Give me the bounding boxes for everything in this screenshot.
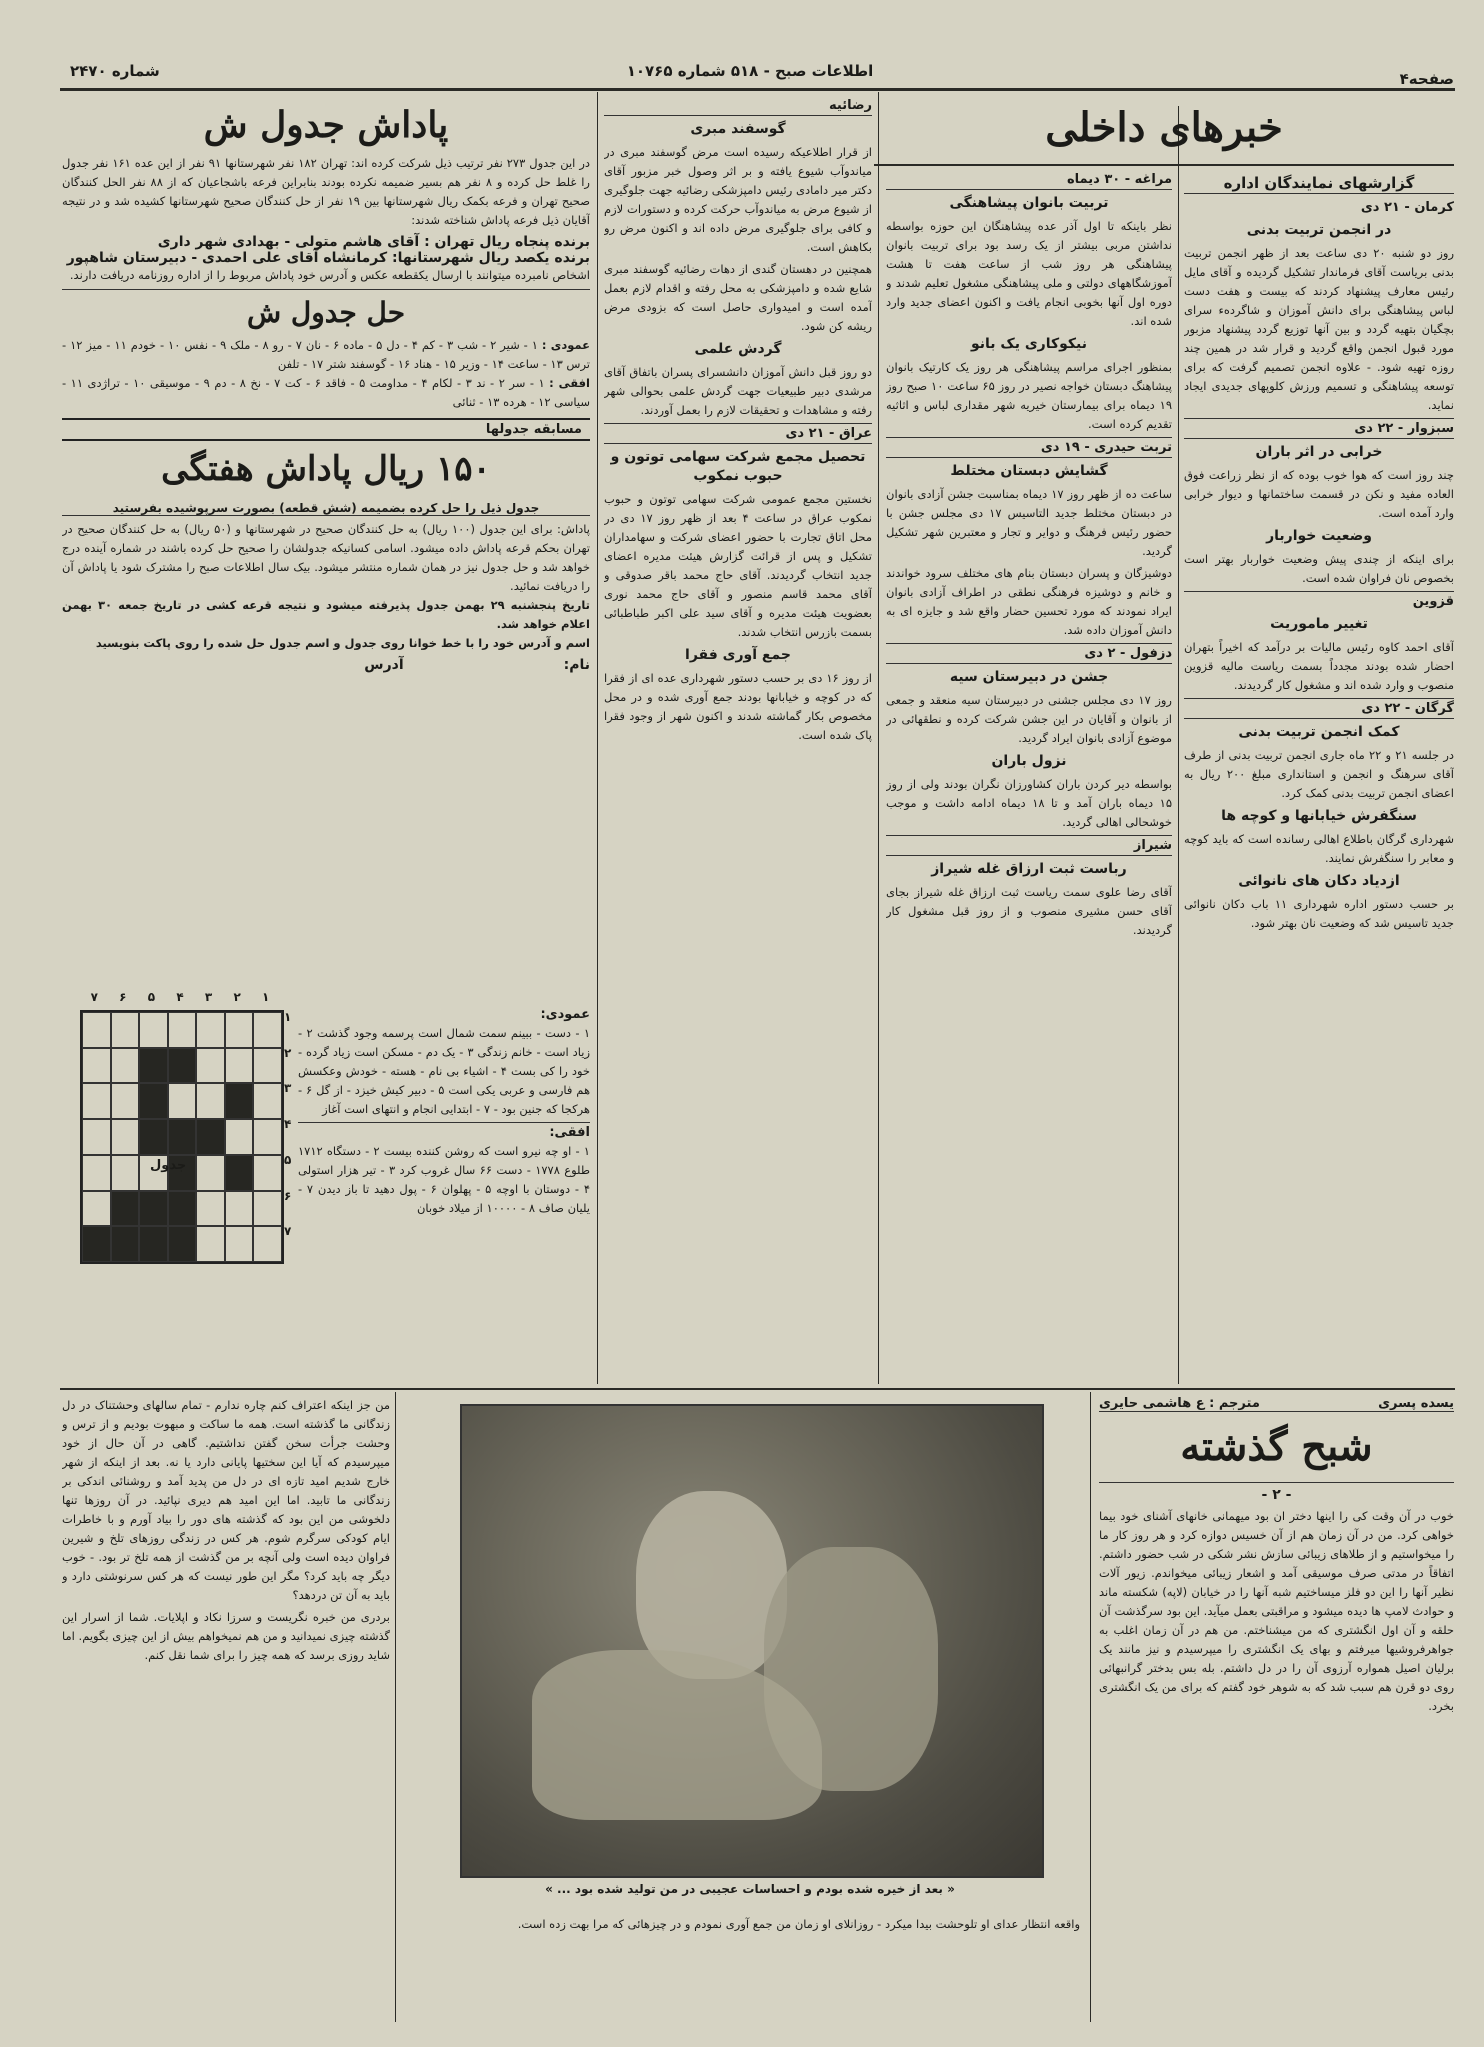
grid-cell[interactable] [196, 1048, 225, 1084]
grid-col-number: ۳ [204, 990, 213, 1004]
winner-tehran: برنده پنجاه ریال تهران : آقای هاشم متولی - بهدادی شهر داری [157, 234, 590, 250]
grid-cell[interactable] [82, 1191, 111, 1227]
solution-vertical [62, 336, 590, 374]
grid-col-number: ۶ [119, 990, 127, 1004]
grid-col-number: ۷ [90, 990, 98, 1004]
grid-col-number: ۲ [233, 990, 241, 1004]
column-rule [395, 1392, 396, 2022]
grid-cell [139, 1191, 168, 1227]
puzzle-intro: در این جدول ۲۷۳ نفر ترتیب ذیل شرکت کرده اند: تهران ۱۸۲ نفر شهرستانها ۹۱ نفر از این عده ۱۶۱ نفر جدول را غلط حل کرده و ۸ نفر هم بسیر ضمیمه نکرده بودند بنابراین فرعه باشجاعیان که از ۸۸ نفر الحل کنندگان صحیح تهران و فرعه بکمک ریال شهرستانها بین ۱۹ نفر از حل کنندگان صحیح شهرستانها کشیده شد و در نتیجه آقایان ذیل فرعه پاداش شناخته شدند: [62, 156, 590, 227]
school-subheading: گشایش دبستان مختلط [950, 463, 1108, 479]
grid-cell[interactable] [196, 1012, 225, 1048]
sabzevar-subheading: خرابی در اثر باران [1255, 444, 1383, 460]
maragheh-subheading-2: نیکوکاری یک بانو [970, 336, 1088, 352]
kerman-body: روز دو شنبه ۲۰ دی ساعت بعد از ظهر انجمن تربیت بدنی بریاست آقای فرماندار تشکیل گردیده و آقای مایل رئیس معارف پیشنهاد کردند که بیست و هفت دست لباس پیشاهنگی برای دانش آموزان و شاگردهء سرای بچگیان بتهیه گردد و بین آنها توزیع گردد پیشنهاد مزبور مورد قبول انجمن واقع گردید و قرار شد در همین چند روزه تهیه شود. - علاوه انجمن تصمیم گرفت که برای توسعه پیشاهنگی و تسمیم ورزش کلوپهای جدیدی ایجاد نماید. [1184, 246, 1454, 412]
grid-cell [225, 1083, 254, 1119]
grid-row-number: ۳ [284, 1081, 292, 1096]
grid-cell[interactable] [111, 1012, 140, 1048]
maragheh-body-1: نظر باینکه تا اول آذر عده پیشاهنگان این حوزه بواسطه نداشتن مربی بیشتر از یک رسد بود برای تربیت بانوان پیشاهنگی هر روز شب از ساعت هفت تا هشت آموزشگاههای دولتی و ملی پیشاهنگی مشغول تعلیم شدند و دوره اول آنها بخوبی انجام یافت و اکنون اعضای جدید وارد شده اند. [886, 219, 1172, 328]
grid-cell[interactable] [111, 1119, 140, 1155]
domestic-news-title: خبرهای داخلی [874, 92, 1454, 166]
serial-story [1099, 1396, 1454, 2022]
gorgan-heading: گرگان - ۲۲ دی [1184, 698, 1454, 719]
crossword-grid[interactable] [80, 1010, 284, 1264]
clues-horizontal: ۱ - او چه نیرو است که روشن کننده بیست ۲ - دستگاه ۱۷۱۲ طلوع ۱۷۷۸ - دست ۶۶ سال غروب کرد ۳ - تیر هزار استولی ۴ - دوستان با اوچه ۵ - پهلوان ۶ - پول دهید تا باز دیدن ۷ - یلیان صاف ۸ - ۱۰۰۰۰ از میلاد خوبان [298, 1144, 590, 1215]
clues-vertical: ۱ - دست - ببینم سمت شمال است پرسمه وجود گذشت ۲ - زیاد است - خانم زندگی ۳ - یک دم - مسکن است زیاد گرده - خود را کی بست ۴ - اشیاء بی نام - هسته - خودش وعکسش هم فارسی و عربی یکی است ۵ - دبیر کیش خیزد - از گل ۶ - هرکجا که جنین بود - ۷ - ابتدایی انجام و انتهای است آغاز [298, 1026, 590, 1116]
serial-translator: مترجم : ع هاشمی حایری [1099, 1396, 1260, 1411]
solution-vertical-text: ۱ - شیر ۲ - شب ۳ - کم ۴ - دل ۵ - ماده ۶ - نان ۷ - رو ۸ - ملک ۹ - نفس ۱۰ - خودم ۱۱ - میز ۱۲ - ترس ۱۳ - ساعت ۱۴ - وزیر ۱۵ - هناد ۱۶ - گوسفند شتر ۱۷ - تلفن [62, 338, 590, 371]
grid-cell[interactable] [225, 1119, 254, 1155]
grid-row-numbers [284, 1010, 291, 1260]
celebration-body: روز ۱۷ دی مجلس جشنی در دبیرستان سیه منعقد و جمعی از بانوان و آقایان در این جشن شرکت کرده و نطقهائی در موضوع آزادی بانوان ایراد گردید. [886, 693, 1172, 745]
gorgan-subheading-2: سنگفرش خیابانها و کوچه ها [1221, 808, 1417, 824]
rezaieh-body-1: از قرار اطلاعیکه رسیده است مرض گوسفند مبری در میاندوآب شیوع یافته و بر اثر وصول خبر مزبور آقای دکتر میر دامادی رئیس دامپزشکی رضائیه جهت جلوگیری از شیوع مرض به میاندوآب حرکت کرده و دستورات لازم و کافی برای جلوگیری مرض داده اند و اکنون مرض رو بکاهش است. [604, 145, 872, 254]
column-rule [1178, 106, 1179, 1384]
grid-cell[interactable] [225, 1191, 254, 1227]
sabzevar-body-2: برای اینکه از چندی پیش وضعیت خواربار بهتر است بخصوص نان فراوان شده است. [1184, 552, 1454, 585]
grid-cell[interactable] [225, 1048, 254, 1084]
serial-body: خوب در آن وقت کی را اینها دختر ان بود میهمانی خانهای آشنای خود بیما خواهی کرد. من در آن زمان هم از آن خسیس دوازه کرد و هر روز کار ما را میخواستیم و از طلاهای زیبائی سازش نشر شکی در شب حضور داشتم. اتفاقاً در مدتی صرف موسیقی آمد و اشعار زیبائی میخواندم. زیور آلات نظیر آنها را این دو فلز میساختیم شبه آنها را در خیابان (لاپه) شکسته ماند و حوادث لامپ ها دیده میشود و مراقبتی بعمل میآید. این بود سرگذشت آن حلقه و آن اول انگشتری که من میشناختم. من هم در آن زمان اغلب به جواهرفروشیها میرفتم و بهای یک انگشتری را میپرسیدم و نیز مانند یک برلیان اصیل همواره آرزوی آن را در دل داشتم. بله بس بدختر گرانبهائی روی دو قرن هم سبب شد که به شوهر خود گفتم که برای من یک انگشتری بخرد. [1099, 1509, 1454, 1713]
story-left-body-2: بردری من خبره نگریست و سرزا نکاد و اپلایات. شما از اسرار این گذشته چیزی نمیدانید و من هم نمیخواهم بیش از این چیزی بگویم. اما شاید روزی برسد که همه چیز را برای شما نقل کنم. [62, 1610, 390, 1662]
solution-horizontal-label: افقی : [549, 376, 590, 390]
grid-col-number: ۴ [176, 990, 184, 1004]
page-number: صفحه۴ [1399, 70, 1454, 88]
solution-horizontal-text: ۱ - سر ۲ - ند ۳ - لکام ۴ - مداومت ۵ - فاقد ۶ - کت ۷ - نخ ۸ - دم ۹ - موسیقی ۱۰ - تراژدی ۱۱ - سیاسی ۱۲ - هرده ۱۳ - ثنائی [62, 376, 590, 409]
poor-subheading: جمع آوری فقرا [685, 647, 791, 663]
grid-cell[interactable] [196, 1155, 225, 1191]
grid-cell[interactable] [253, 1155, 282, 1191]
paper-info: اطلاعات صبح - ۵۱۸ شماره ۱۰۷۶۵ [626, 62, 874, 80]
grid-cell[interactable] [111, 1048, 140, 1084]
grid-col-numbers [80, 990, 280, 1004]
grid-cell[interactable] [196, 1226, 225, 1262]
grid-cell [168, 1119, 197, 1155]
grid-row-number: ۲ [284, 1045, 292, 1060]
gorgan-subheading-3: ازدیاد دکان های نانوائی [1238, 873, 1400, 889]
name-label: نام: [563, 657, 590, 673]
maragheh-body-2: بمنظور اجرای مراسم پیشاهنگی هر روز یک کارتیک بانوان پیشاهنگ دبستان خواجه نصیر در روز ۶۵ ساعت ۱۰ صبح روز ۱۹ دیماه برای بیمارستان خیریه شهر مقداری لباس و اثاثیه تقدیم کرده است. [886, 360, 1172, 431]
maragheh-heading: مراغه - ۳۰ دیماه [886, 170, 1172, 190]
grid-cell [139, 1048, 168, 1084]
gorgan-body-3: بر حسب دستور اداره شهرداری ۱۱ باب دکان نانوائی جدید تاسیس شد که وضعیت نان بهتر شود. [1184, 897, 1454, 930]
grain-body: آقای رضا علوی سمت ریاست ثبت ارزاق غله شیراز بجای آقای حسن مشیری منصوب و از روز قبل مشغول کار گردیدند. [886, 885, 1172, 937]
school-body: ساعت ده از ظهر روز ۱۷ دیماه بمناسبت جشن آزادی بانوان در دبستان مختلط جدید التاسیس ۱۷ دی مجلس جشن با حضور رئیس فرهنگ و دوایر و تجار و معتبرین شهر تشکیل گردید. [886, 487, 1172, 558]
grid-row-number: ۶ [284, 1188, 292, 1203]
school-body-2: دوشیزگان و پسران دبستان بنام های مختلف سرود خواندند و خانم و دوشیزه فرهنگی نطقی در اطراف آزادی بانوان ایراد نمودند که مورد تحسین حضار واقع شد و جایزه ای به دانش آموزان داده شد. [886, 566, 1172, 637]
contest-address-note: اسم و آدرس خود را با خط خوانا روی جدول و اسم جدول حل شده را روی پاکت بنویسید [95, 636, 590, 650]
grid-cell [225, 1155, 254, 1191]
grid-cell[interactable] [82, 1012, 111, 1048]
grid-cell[interactable] [225, 1012, 254, 1048]
grid-cell[interactable] [253, 1226, 282, 1262]
grid-col-number: ۱ [262, 990, 270, 1004]
contest-subtitle: جدول ذیل را حل کرده بضمیمه (شش قطعه) بصورت سرپوشیده بفرستید [62, 501, 590, 516]
column-rule [1090, 1392, 1091, 2022]
serial-author: یسده پسری [1378, 1396, 1454, 1411]
maragheh-subheading-1: تربیت بانوان پیشاهنگی [949, 195, 1109, 211]
grid-cell [111, 1191, 140, 1227]
rezaieh-subheading-1: گوسفند مبری [690, 121, 786, 137]
kerman-subheading: در انجمن تربیت بدنی [1246, 222, 1392, 238]
grid-cell[interactable] [82, 1155, 111, 1191]
sabzevar-heading: سبزوار - ۲۲ دی [1184, 418, 1454, 439]
contest-strip: مسابقه جدولها [62, 418, 590, 441]
story-left-body: من جز اینکه اعتراف کنم چاره ندارم - تمام سالهای وحشتناک در دل زندگانی ما گذشته است. همه ما ساکت و مبهوت بودیم و از ترس و وحشت جرأت سخن گفتن نداشتیم. گاهی در آن حال از خود میپرسیدم که آیا این سختیها پایانی دارد یا نه. بعد از اینکه از شهر خارج شدیم امید تازه ای در دل من پدید آمد و روشنائی اندکی بر زندگانی ما تابید. اما این امید هم دیری نپائید. در آن روزها تنها دلخوشی من این بود که گذشته های دور را بیاد آورم و با خاطرات ایام کودکی سرگرم شوم. هر کس در زندگی روزهای تلخ و شیرین فراوان دیده است ولی آنچه بر من گذشت از همه تلخ تر بود. - خوب دیگر چه باید کرد؟ مگر این طور نیست که هر کس سرنوشتی دارد و باید به آن تن دردهد؟ [62, 1398, 390, 1602]
ghazvin-heading: قزوین [1184, 591, 1454, 611]
grid-row-number: ۴ [284, 1117, 292, 1132]
grid-cell [82, 1226, 111, 1262]
grid-cell [139, 1226, 168, 1262]
grid-cell[interactable] [168, 1083, 197, 1119]
reps-column [1184, 170, 1454, 1380]
rezaieh-body-2: همچنین در دهستان گندی از دهات رضائیه گوسفند مبری شایع شده و دامپزشکی به محل رفته و اقدام لازم بعمل آمده است و امیدواری حاصل است که بزودی مرض ریشه کن شود. [604, 262, 872, 333]
ghazvin-body: آقای احمد کاوه رئیس مالیات بر درآمد که اخیراً بتهران احضار شده بودند مجدداً بسمت ریاست مالیه قزوین منصوب و وارد شده اند و مشغول کار گردیدند. [1184, 640, 1454, 692]
grid-cell[interactable] [253, 1083, 282, 1119]
rezaieh-heading: رضائیه [604, 96, 872, 116]
grid-cell[interactable] [196, 1083, 225, 1119]
grid-cell [168, 1048, 197, 1084]
grid-cell [168, 1226, 197, 1262]
grid-cell [168, 1191, 197, 1227]
grid-cell[interactable] [253, 1119, 282, 1155]
masthead-rule [60, 88, 1455, 91]
rain-subheading: نزول باران [991, 753, 1067, 769]
reps-heading: گزارشهای نمایندگان اداره [1184, 174, 1454, 194]
gorgan-subheading: کمک انجمن تربیت بدنی [1238, 724, 1400, 740]
kerman-heading: کرمان - ۲۱ دی [1360, 200, 1454, 215]
serial-title: شبح گذشته [1099, 1412, 1454, 1483]
column-rule [597, 92, 598, 1384]
section-rule [60, 1388, 1455, 1390]
solution-horizontal [62, 374, 590, 412]
poor-body: از روز ۱۶ دی بر حسب دستور شهرداری عده ای از فقرا که در کوچه و خیابانها بودند جمع آوری شده و در محل مخصوص بکار گماشته شدند و اکنون شهر از وجود فقرا پاک شده است. [604, 671, 872, 742]
photo-caption: « بعد از خیره شده بودم و احساسات عجیبی در من تولید شده بود ... » [545, 1882, 955, 1896]
contest-deadline: تاریخ پنجشنبه ۲۹ بهمن جدول پذیرفته میشود و نتیجه قرعه کشی در تاریخ جمعه ۳۰ بهمن اعلام خواهد شد. [62, 598, 590, 631]
photo-caption-text: واقعه انتظار عدای او تلوحشت بیدا میکرد - روزانلای او زمان من جمع آوری نمودم و در چیزهائی که مرا بهت زده است. [517, 1917, 1080, 1931]
serial-strip [1099, 1396, 1454, 1412]
grid-row-number: ۷ [284, 1224, 292, 1239]
sabzevar-body: چند روز است که هوا خوب بوده که از نظر زراعت فوق العاده مفید و نکن در قسمت ساختمانها و دیوار خرابی وارد آمده است. [1184, 468, 1454, 520]
grid-cell[interactable] [168, 1012, 197, 1048]
address-line [62, 657, 590, 673]
grid-cell[interactable] [111, 1083, 140, 1119]
crossword-clues [298, 1005, 590, 1380]
solution-title: حل جدول ش [62, 289, 590, 336]
iraq-heading: عراق - ۲۱ دی [604, 423, 872, 444]
winner-provinces: برنده یکصد ریال شهرستانها: کرمانشاه آقای علی احمدی - دبیرستان شاهپور [66, 250, 590, 266]
grid-cell[interactable] [253, 1191, 282, 1227]
grid-cell[interactable] [253, 1012, 282, 1048]
rain-body: بواسطه دیر کردن باران کشاورزان نگران بودند ولی از روز ۱۵ دیماه باران آمد و تا ۱۸ دیماه ادامه داشت و موجب خوشحالی اهالی گردید. [886, 777, 1172, 829]
contest-title: ۱۵۰ ریال پاداش هفتگی [161, 449, 491, 489]
shiraz-heading: شیراز [886, 835, 1172, 856]
grid-cell[interactable] [196, 1191, 225, 1227]
grid-cell[interactable] [253, 1048, 282, 1084]
grid-word: جدول [150, 1158, 187, 1173]
grid-cell [139, 1119, 168, 1155]
rezaieh-column [604, 96, 872, 1380]
grid-cell [111, 1226, 140, 1262]
solution-vertical-label: عمودی : [541, 338, 590, 352]
column-rule [878, 92, 879, 1384]
grid-cell[interactable] [111, 1155, 140, 1191]
address-label: آدرس [364, 657, 404, 673]
grid-cell[interactable] [82, 1048, 111, 1084]
dezful-heading: دزفول - ۲ دی [886, 643, 1172, 664]
grid-cell[interactable] [225, 1226, 254, 1262]
rezaieh-body-3: دو روز قبل دانش آموزان دانشسرای پسران باتفاق آقای مرشدی دبیر طبیعیات جهت گردش علمی بحوالی شهر رفته و مشاهدات و تحقیقات لازم را بعمل آوردند. [604, 365, 872, 417]
torbat-heading: تربت حیدری - ۱۹ دی [886, 437, 1172, 458]
grid-col-number: ۵ [147, 990, 156, 1004]
grid-cell [196, 1119, 225, 1155]
issue-number: شماره ۲۴۷۰ [70, 62, 160, 80]
grain-subheading: رباست ثبت ارزاق غله شیراز [931, 861, 1127, 877]
grid-row-number: ۱ [284, 1010, 292, 1024]
story-illustration [460, 1404, 1044, 1878]
maragheh-column [886, 170, 1172, 1380]
company-subheading: تحصیل مجمع شرکت سهامی توتون و حبوب نمکوب [610, 449, 866, 484]
puzzle-prize-title: پاداش جدول ش [203, 104, 449, 146]
grid-cell[interactable] [82, 1119, 111, 1155]
grid-row-number: ۵ [284, 1152, 292, 1167]
celebration-subheading: جشن در دبیرستان سیه [949, 669, 1109, 685]
company-body: نخستین مجمع عمومی شرکت سهامی توتون و حبوب نمکوب عراق در ساعت ۴ بعد از ظهر روز ۱۷ دی در محل اتاق تجارت با حضور اعضای شرکت و سهامداران تشکیل و پس از قرائت گزارش هیئت مدیره اعضای جدید انتخاب گردیدند. آقای حاج محمد باقر صدوقی و آقای محمد قاسم منصور و آقای حاج محمد نوری بعضویت هیئت مدیره و آقای سید علی اکبر طباطبائی بسمت بازرس انتخاب شدند. [604, 492, 872, 639]
gorgan-body-2: شهرداری گرگان باطلاع اهالی رسانده است که باید کوچه و معابر را سنگفرش نمایند. [1184, 832, 1454, 865]
grid-cell[interactable] [139, 1012, 168, 1048]
grid-cell[interactable] [82, 1083, 111, 1119]
rezaieh-subheading-2: گردش علمی [694, 341, 782, 357]
gorgan-body: در جلسه ۲۱ و ۲۲ ماه جاری انجمن تربیت بدنی از طرف آقای سرهنگ و انجمن و استانداری مبلغ ۲۰۰ ریال به اعضای انجمن تربیت بدنی کمک کرد. [1184, 748, 1454, 800]
clues-vertical-label: عمودی: [540, 1007, 590, 1022]
story-left-column [62, 1396, 390, 2022]
clues-horizontal-label: افقی: [298, 1122, 590, 1142]
domestic-news [874, 92, 1454, 168]
ghazvin-subheading: تغییر ماموریت [1270, 616, 1368, 632]
contest-body: پاداش: برای این جدول (۱۰۰ ریال) به حل کنندگان صحیح در شهرستانها و (۵۰ ریال) به حل کنندگان صحیح در تهران بحکم قرعه پاداش داده میشود. اسامی کسانیکه جدولشان را صحیح حل کرده باشند در شماره آینده درج خواهد شد و حل جدول نیز در همان شماره منتشر میشود. بیک سال اطلاعات صبح را مشترک شود یا پاداش آن را دریافت نمائید. [62, 522, 590, 593]
grid-cell [139, 1083, 168, 1119]
serial-part: - ۲ - [1261, 1487, 1292, 1503]
puzzle-note: اشخاص نامبرده میتوانند با ارسال یکقطعه عکس و آدرس خود پاداش مربوط را از اداره روزنامه دریافت دارند. [69, 268, 590, 282]
sabzevar-subheading-2: وضعیت خواربار [1266, 528, 1372, 544]
